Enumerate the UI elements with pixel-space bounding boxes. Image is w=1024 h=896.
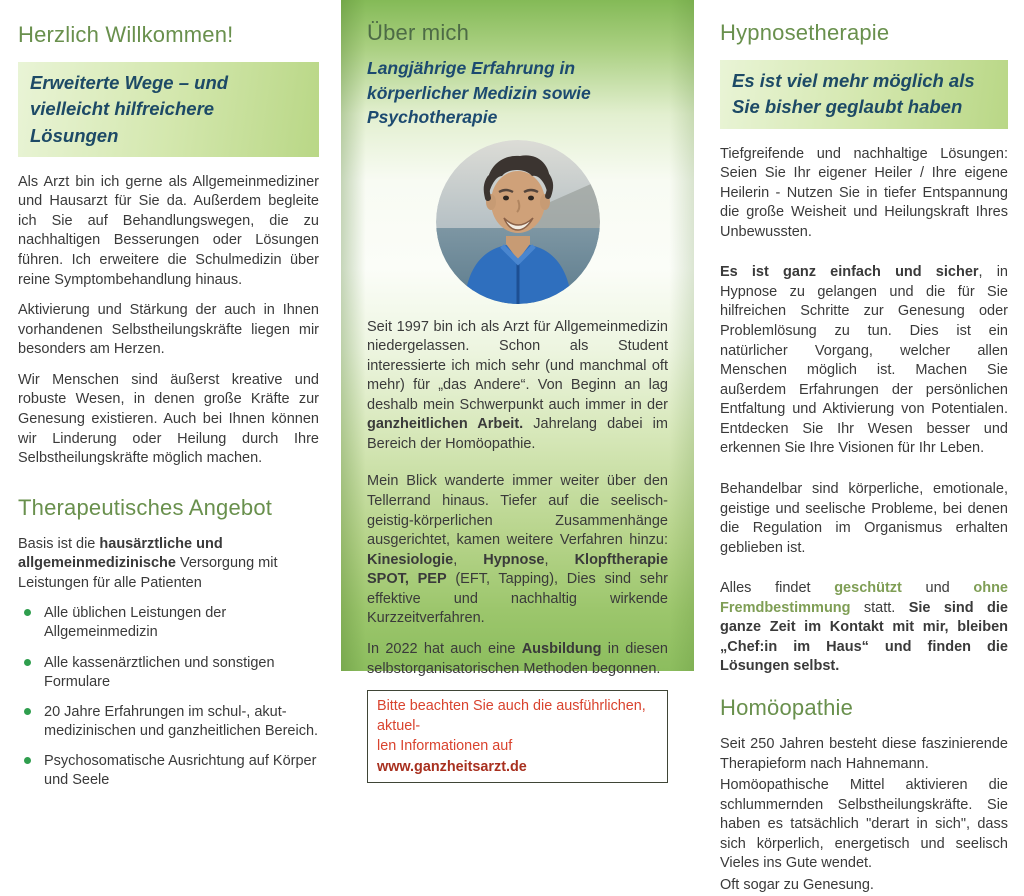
about-paragraph-2: Mein Blick wanderte immer weiter über den Tellerrand hinaus. Tiefer auf die seelisch-geistig-körperlichen Zusammenhänge ausgerichtet, kamen weitere Verfahren hinzu: Kinesiologie, Hypnose, Klopftherapie SPOT, PEP (EFT, Tapping), Dies sind sehr effektive und nachhaltig wirkende Kurzzeitverfahren. bbox=[367, 473, 669, 627]
hypnotherapy-paragraph-4: Alles findet geschützt und ohne Fremdbestimmung statt. Sie sind die ganze Zeit im Kontakt mit mir, bleiben „Chef:in im Haus“ und finden die Lösungen selbst. bbox=[720, 580, 1008, 675]
list-item bbox=[18, 703, 319, 741]
homeopathy-paragraph-2: Homöopathische Mittel aktivieren die schlummernden Selbstheilungskräfte. Sie haben es tatsächlich "derart in sich", dass sich körperlich, energetisch und seelisch Vieles ins Gute wendet. bbox=[720, 777, 1008, 872]
website-note-box bbox=[367, 690, 668, 783]
welcome-paragraph-2: Aktivierung und Stärkung der auch in Ihnen vorhandenen Selbstheilungskräfte liegen mir besonders am Herzen. bbox=[18, 302, 319, 358]
about-paragraph-1: Seit 1997 bin ich als Arzt für Allgemeinmedizin niedergelassen. Schon als Student interessierte ich mich sehr (und manchmal oft mehr) für „das Andere“. Von Beginn an lag deshalb mein Schwerpunkt auch immer in der ganzheitlichen Arbeit. Jahrelang dabei im Bereich der Homöopathie. bbox=[367, 318, 668, 452]
doctor-portrait-photo bbox=[436, 140, 600, 304]
list-item-label: Alle üblichen Leistungen der Allgemeinmedizin bbox=[44, 605, 227, 641]
about-heading: Über mich bbox=[367, 20, 470, 45]
offer-heading: Therapeutisches Angebot bbox=[18, 494, 273, 520]
bullet-icon bbox=[24, 609, 31, 616]
about-subtitle: Langjährige Erfahrung in körperlicher Medizin sowie Psychotherapie bbox=[367, 58, 591, 127]
website-note-line-1: Bitte beachten Sie auch die ausführlichen, aktuel- bbox=[377, 698, 646, 735]
hypnotherapy-paragraph-1: Tiefgreifende und nachhaltige Lösungen: Seien Sie Ihr eigener Heiler / Ihre eigene Heilerin - Nutzen Sie in tiefer Entspannung die große Weisheit und Heilungskraft Ihres Unbewussten. bbox=[720, 145, 1008, 240]
hypnotherapy-paragraph-3: Behandelbar sind körperliche, emotionale, geistige und seelische Probleme, bei denen die Regulation im Organismus erhalten geblieben ist. bbox=[720, 480, 1008, 556]
bullet-icon bbox=[24, 659, 31, 666]
website-note-line-2[interactable]: len Informationen auf www.ganzheitsarzt.de bbox=[377, 738, 527, 775]
homeopathy-heading: Homöopathie bbox=[720, 695, 854, 721]
about-paragraph-3: In 2022 hat auch eine Ausbildung in diesen selbstorganisatorischen Methoden begonnen. bbox=[367, 640, 668, 677]
welcome-paragraph-3: Wir Menschen sind äußerst kreative und robuste Wesen, in denen große Kräfte zur Genesung existieren. Auch bei Ihnen können wir Linderung oder Heilung durch Ihre Selbstheilungskräfte möglich machen. bbox=[18, 371, 319, 467]
hypnotherapy-panel bbox=[694, 0, 1024, 893]
offer-intro: Basis ist die hausärztliche und allgemeinmedizinische Versorgung mit Leistungen für alle Patienten bbox=[18, 535, 278, 591]
welcome-heading: Herzlich Willkommen! bbox=[18, 22, 234, 47]
list-item-label: Alle kassenärztlichen und sonstigen Formulare bbox=[44, 654, 275, 690]
about-panel bbox=[341, 0, 694, 775]
list-item-label: Psychosomatische Ausrichtung auf Körper und Seele bbox=[44, 753, 317, 789]
homeopathy-paragraph-3: Oft sogar zu Genesung. bbox=[720, 876, 874, 893]
list-item-label: 20 Jahre Erfahrungen im schul-, akut-medizinischen und ganzheitlichen Bereich. bbox=[44, 703, 319, 739]
homeopathy-paragraph-1: Seit 250 Jahren besteht diese faszinierende Therapieform nach Hahnemann. bbox=[720, 736, 1008, 772]
list-item bbox=[18, 604, 319, 642]
list-item bbox=[18, 752, 319, 790]
welcome-panel bbox=[0, 0, 341, 789]
bullet-icon bbox=[24, 757, 31, 764]
welcome-highlight: Erweiterte Wege – und vielleicht hilfreichere Lösungen bbox=[18, 62, 319, 157]
welcome-paragraph-1: Als Arzt bin ich gerne als Allgemeinmediziner und Hausarzt für Sie da. Außerdem begleite ich Sie auf Behandlungswegen, die zu nachhaltigen Besserungen oder Lösungen führen. Ich erweitere die Schulmedizin über reine Symptombehandlung hinaus. bbox=[18, 173, 319, 288]
hypnotherapy-heading: Hypnosetherapie bbox=[720, 20, 890, 45]
hypnotherapy-paragraph-2: Es ist ganz einfach und sicher, in Hypnose zu gelangen und die für Sie hilfreichen Schritte zur Genesung oder Problemlösung zu tun. Dies ist ein natürlicher Vorgang, welcher allen Menschen möglich ist. Machen Sie außerdem Erfahrungen der persönlichen Entfaltung und Aktivierung von Potentialen. Entdecken Sie Ihr Wesen besser und erkennen Sie Ihre Visionen für Ihr Leben. bbox=[720, 264, 1009, 457]
doctor-portrait-illustration bbox=[436, 140, 600, 304]
list-item bbox=[18, 654, 319, 692]
offer-bullet-list bbox=[18, 604, 319, 790]
hypnotherapy-highlight: Es ist viel mehr möglich als Sie bisher geglaubt haben bbox=[720, 60, 1008, 129]
bullet-icon bbox=[24, 708, 31, 715]
